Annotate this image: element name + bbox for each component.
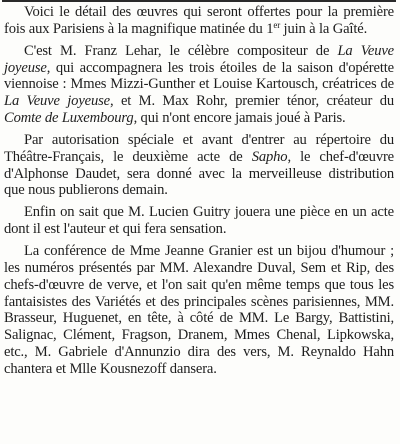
article-paragraph (4, 4, 394, 38)
text-run: C'est M. Franz Lehar, le célèbre compositeur de (24, 42, 338, 59)
article-paragraph (4, 243, 394, 378)
title-italic-run: Comte de Luxembourg (4, 110, 134, 127)
article-paragraph (4, 204, 394, 238)
text-run: Enfin on sait que M. Lucien Guitry jouera une pièce en un acte dont il est l'auteur et qui fera sensation. (4, 204, 394, 238)
title-italic-run: La Veuve joyeuse (4, 42, 394, 76)
article-paragraph (4, 132, 394, 199)
text-run: , le chef-d'œuvre d'Alphonse Daudet, sera donné avec la merveilleuse distribution que nous publierons demain. (4, 148, 394, 199)
text-run: Voici le détail des œuvres qui seront offertes pour la première fois aux Parisiens à la magnifique matinée du 1 (4, 4, 394, 37)
text-run: juin à la Gaîté. (280, 20, 368, 37)
text-run: , qui n'ont encore jamais joué à Paris. (133, 110, 346, 127)
text-run: Par autorisation spéciale et avant d'entrer au répertoire du Théâtre-Français, le deuxième acte de (4, 131, 394, 165)
article-body (4, 4, 394, 378)
text-run: , et M. Max Rohr, premier ténor, créateur du (110, 93, 394, 110)
ordinal-superscript: er (273, 19, 281, 30)
top-rule (2, 0, 396, 2)
text-run: , qui accompagnera les trois étoiles de la saison d'opérette viennoise : Mmes Mizzi-Gunther et Louise Kartousch, créatrices de (4, 59, 394, 93)
article-paragraph (4, 43, 394, 127)
text-run: La conférence de Mme Jeanne Granier est un bijou d'humour ; les numéros présentés par MM. Alexandre Duval, Sem et Rip, des chefs-d'œuvre de verve, et l'on sait qu'en même temps que tous les fantaisistes des Variétés et des principales scènes parisiennes, MM. Brasseur, Huguenet, en tête, à côté de MM. Le Bargy, Battistini, Salignac, Clément, Fragson, Dranem, Mmes Chenal, Lipkowska, etc., M. Gabriele d'Annunzio dira des vers, M. Reynaldo Hahn chantera et Mlle Kousnezoff dansera. (4, 242, 394, 377)
title-italic-run: La Veuve joyeuse (4, 93, 110, 110)
title-italic-run: Sapho (251, 148, 288, 165)
